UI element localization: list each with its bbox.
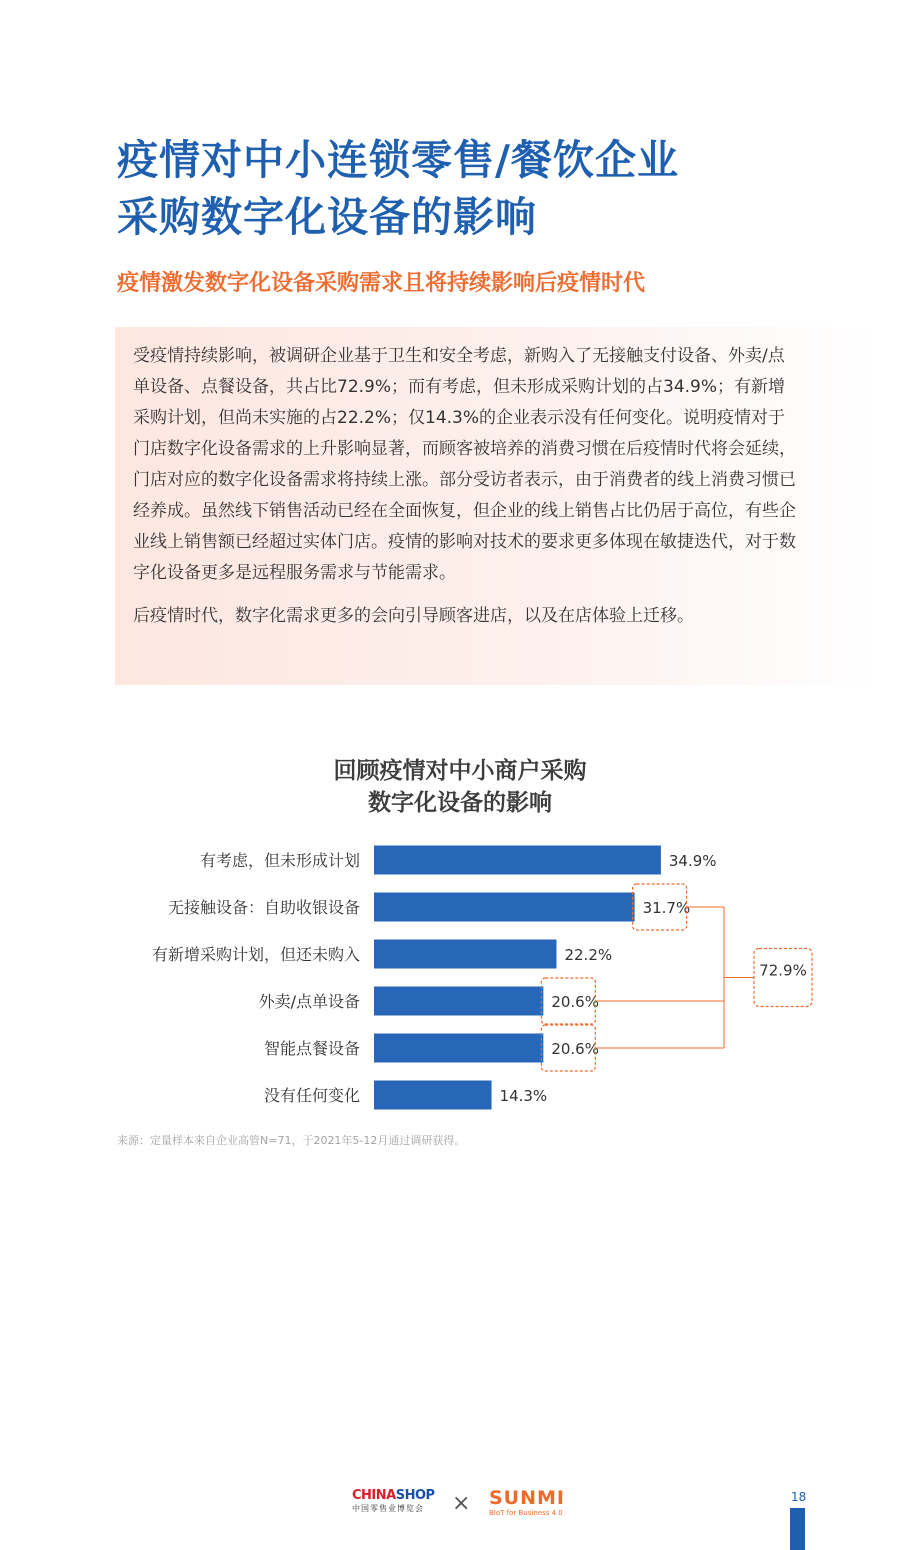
value-label-3: 22.2% <box>564 946 613 964</box>
category-label-5: 智能点餐设备 <box>263 1039 360 1058</box>
page-number: 18 <box>791 1490 807 1504</box>
footer-logos <box>352 1488 572 1522</box>
category-label-4: 外卖/点单设备 <box>258 992 360 1011</box>
bar-4 <box>374 987 543 1016</box>
chinashop-logo <box>352 1488 435 1514</box>
bar-5 <box>374 1034 543 1063</box>
page-subtitle: 疫情激发数字化设备采购需求且将持续影响后疫情时代 <box>117 271 646 296</box>
category-label-2: 无接触设备：自助收银设备 <box>167 898 360 917</box>
summary-paragraph-2: 后疫情时代，数字化需求更多的会向引导顾客进店，以及在店体验上迁移。 <box>133 606 694 626</box>
value-label-2: 31.7% <box>642 899 691 917</box>
chinashop-logo-shop: SHOP <box>395 1488 435 1503</box>
summary-paragraph-1: 受疫情持续影响，被调研企业基于卫生和安全考虑，新购入了无接触支付设备、外卖/点单设备、点餐设备，共占比72.9%；而有考虑，但未形成采购计划的占34.9%；有新增采购计划，但尚未实施的占22.2%；仅14.3%的企业表示没有任何变化。说明疫情对于门店数字化设备需求的上升影响显著，而顾客被培养的消费习惯在后疫情时代将会延续，门店对应的数字化设备需求将持续上涨。部分受访者表示，由于消费者的线上消费习惯已经养成。虽然线下销售活动已经在全面恢复，但企业的线上销售占比仍居于高位，有些企业线上销售额已经超过实体门店。疫情的影响对技术的要求更多体现在敏捷迭代，对于数字化设备更多是远程服务需求与节能需求。 <box>133 346 796 583</box>
cross-icon: × <box>452 1491 471 1516</box>
summary-box <box>115 327 875 685</box>
page-title <box>117 132 679 246</box>
category-label-3: 有新增采购计划，但还未购入 <box>151 945 360 964</box>
bar-6 <box>374 1081 492 1110</box>
value-label-5: 20.6% <box>551 1040 599 1058</box>
sunmi-logo <box>489 1488 565 1518</box>
sunmi-logo-wordmark: SUNMI <box>489 1487 565 1509</box>
chinashop-logo-china: CHINA <box>352 1488 396 1503</box>
value-label-1: 34.9% <box>668 852 717 870</box>
page-title-line-1: 疫情对中小连锁零售/餐饮企业 <box>117 136 679 184</box>
chinashop-logo-subtitle: 中国零售业博览会 <box>352 1504 424 1513</box>
page-title-line-2: 采购数字化设备的影响 <box>117 193 537 241</box>
value-label-4: 20.6% <box>551 993 599 1011</box>
bar-3 <box>374 940 556 969</box>
value-label-6: 14.3% <box>499 1087 548 1105</box>
chart-title-line-1: 回顾疫情对中小商户采购 <box>333 758 587 784</box>
total-label: 72.9% <box>759 961 807 980</box>
sunmi-logo-subtitle: BIoT for Business 4.0 <box>489 1509 563 1517</box>
chart-title <box>0 755 920 819</box>
bar-2 <box>374 893 635 922</box>
source-note: 来源：定量样本来自企业高管N=71，于2021年5-12月通过调研获得。 <box>117 1134 466 1147</box>
page-tab-marker <box>790 1508 805 1550</box>
category-label-1: 有考虑，但未形成计划 <box>199 851 360 870</box>
category-label-6: 没有任何变化 <box>263 1086 360 1105</box>
bar-1 <box>374 846 661 875</box>
chart-title-line-2: 数字化设备的影响 <box>368 790 552 816</box>
bar-chart <box>0 830 920 1120</box>
